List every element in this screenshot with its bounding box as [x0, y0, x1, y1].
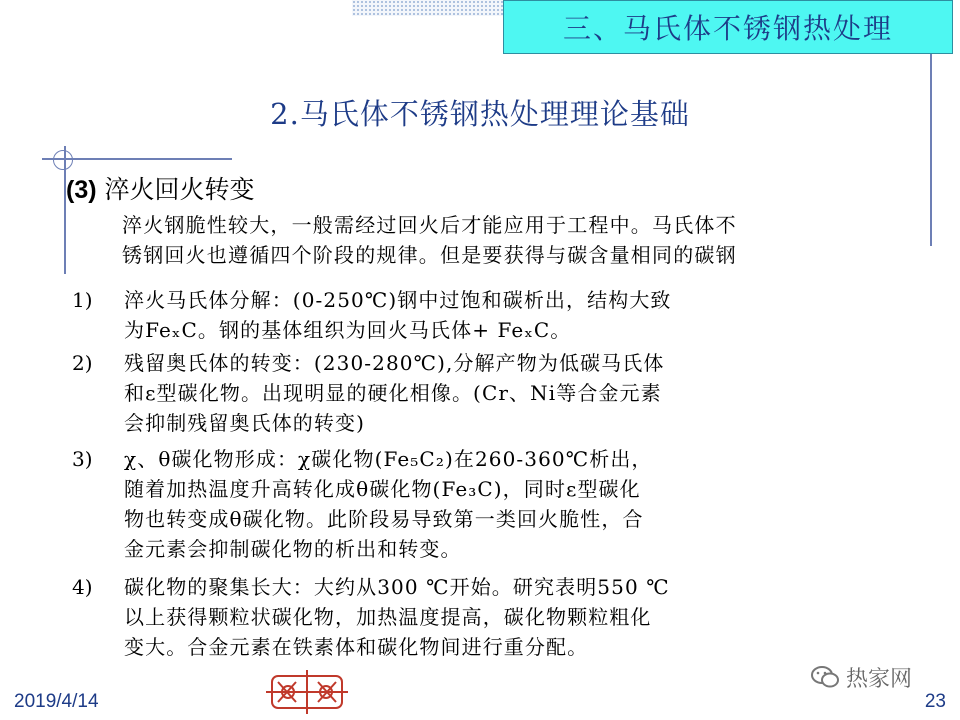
watermark-text: 热家网 [846, 666, 913, 692]
list-item-1 [72, 285, 672, 345]
list-line: χ、θ碳化物形成：χ碳化物(Fe₅C₂)在260-360℃析出， [124, 447, 653, 471]
slide-title: 三、马氏体不锈钢热处理 [503, 0, 953, 54]
list-line: 金元素会抑制碳化物的析出和转变。 [124, 537, 462, 561]
list-marker: 1) [72, 288, 93, 312]
list-line: 残留奥氏体的转变：(230-280℃),分解产物为低碳马氏体 [124, 351, 665, 375]
list-item-2 [72, 348, 664, 438]
list-line: 淬火马氏体分解：(0-250℃)钢中过饱和碳析出，结构大致 [124, 288, 672, 312]
ornament-logo-icon [264, 668, 350, 716]
list-line: 为FeₓC。钢的基体组织为回火马氏体+ FeₓC。 [124, 318, 572, 342]
header-pattern [352, 0, 504, 16]
slide-subtitle: 2.马氏体不锈钢热处理理论基础 [270, 97, 690, 131]
intro-paragraph [122, 210, 902, 273]
watermark [810, 660, 912, 694]
list-line: 会抑制残留奥氏体的转变) [124, 411, 366, 435]
list-line: 以上获得颗粒状碳化物，加热温度提高，碳化物颗粒粗化 [124, 605, 652, 629]
right-rule [930, 54, 932, 246]
crosshair-ornament [53, 150, 73, 170]
page-number: 23 [924, 691, 946, 712]
list-marker: 4) [72, 575, 93, 599]
section-number: (3) [66, 176, 97, 204]
footer-date: 2019/4/14 [14, 691, 99, 712]
wechat-icon [810, 664, 840, 690]
list-line: 随着加热温度升高转化成θ碳化物(Fe₃C)，同时ε型碳化 [124, 477, 641, 501]
list-line: 和ε型碳化物。出现明显的硬化相像。(Cr、Ni等合金元素 [124, 381, 662, 405]
list-item-3 [72, 444, 653, 564]
list-marker: 3) [72, 447, 93, 471]
section-title: 淬火回火转变 [104, 175, 255, 204]
list-line: 变大。合金元素在铁素体和碳化物间进行重分配。 [124, 635, 589, 659]
list-item-4 [72, 572, 670, 662]
list-line: 碳化物的聚集长大：大约从300 ℃开始。研究表明550 ℃ [124, 575, 670, 599]
intro-line: 淬火钢脆性较大，一般需经过回火后才能应用于工程中。马氏体不 [122, 213, 737, 237]
section-heading [66, 170, 255, 206]
list-marker: 2) [72, 351, 93, 375]
intro-line: 锈钢回火也遵循四个阶段的规律。但是要获得与碳含量相同的碳钢 [122, 243, 737, 267]
list-line: 物也转变成θ碳化物。此阶段易导致第一类回火脆性，合 [124, 507, 644, 531]
